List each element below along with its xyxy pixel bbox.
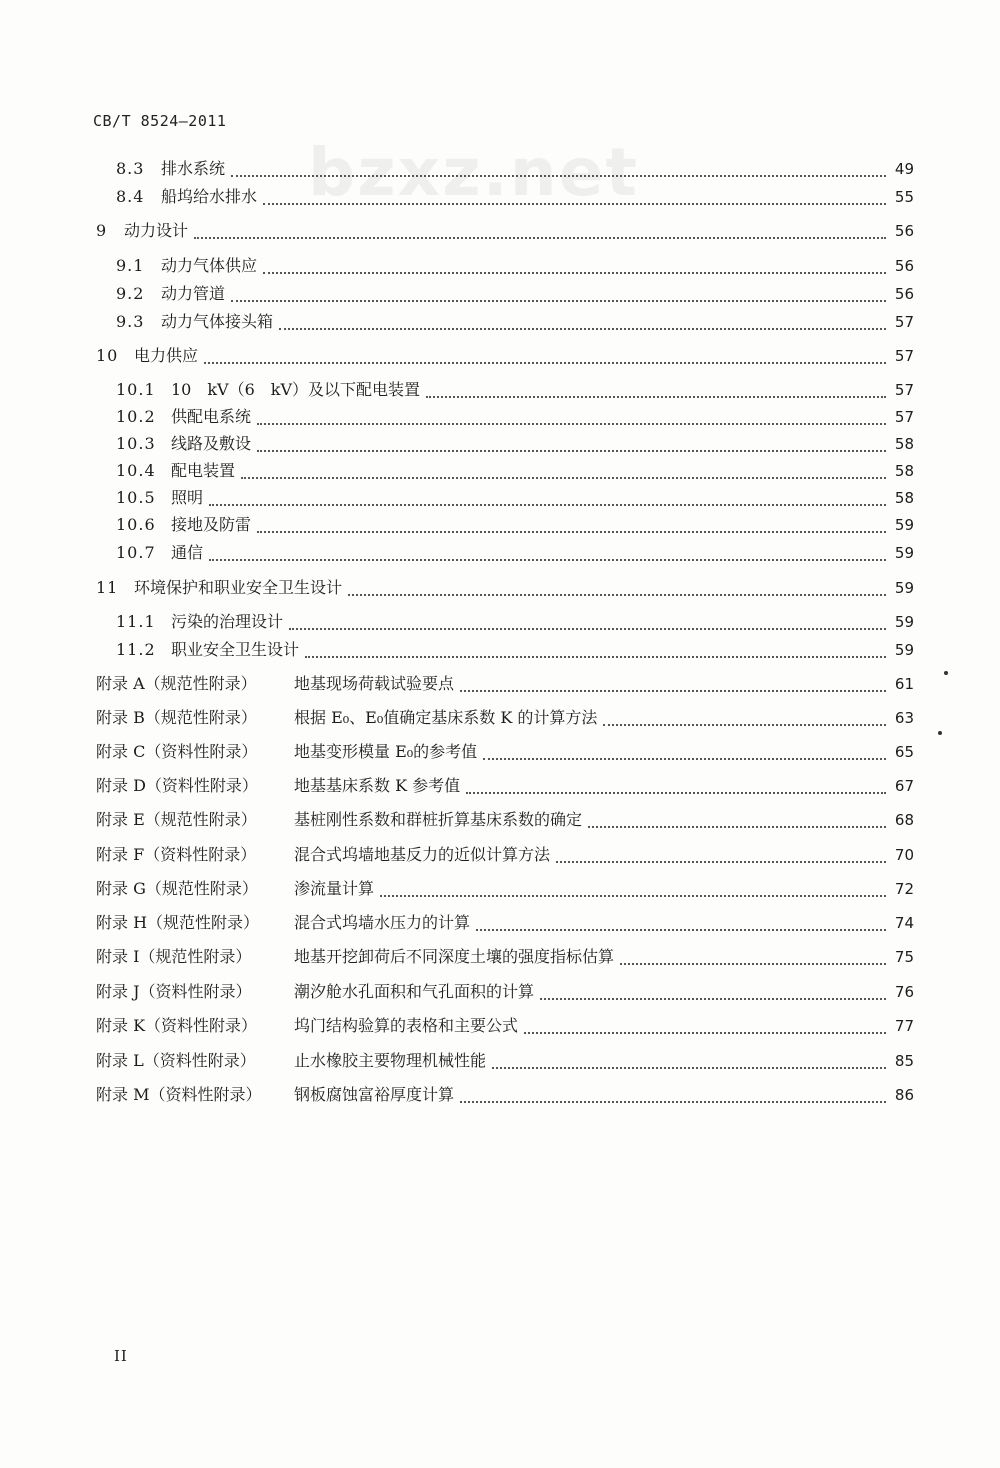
toc-entry-page: 86 — [894, 1086, 914, 1104]
toc-entry-number: 8.3 — [116, 159, 145, 178]
toc-entry-title: 动力管道 — [161, 284, 226, 303]
toc-entry-title: 地基开挖卸荷后不同深度土壤的强度指标估算 — [294, 947, 615, 966]
dot-leader — [588, 824, 886, 828]
toc-entry-number: 9.2 — [116, 284, 145, 303]
appendix-label: 附录 K（资料性附录） — [96, 1016, 258, 1035]
appendix-label: 附录 H（规范性附录） — [96, 913, 260, 932]
appendix-label: 附录 G（规范性附录） — [96, 879, 258, 898]
dot-leader — [194, 235, 886, 239]
toc-entry-number: 10.7 — [116, 543, 156, 562]
toc-entry-9-3[interactable] — [116, 310, 914, 334]
appendix-label: 附录 B（规范性附录） — [96, 708, 257, 727]
toc-entry-10-3[interactable] — [116, 432, 914, 456]
dot-leader — [460, 688, 886, 692]
toc-entry-page: 58 — [894, 435, 914, 453]
toc-entry-page: 58 — [894, 489, 914, 507]
page-number: II — [114, 1347, 128, 1365]
toc-entry-number: 10.4 — [116, 461, 156, 480]
standard-code: CB/T 8524—2011 — [93, 112, 227, 130]
appendix-label: 附录 L（资料性附录） — [96, 1051, 256, 1070]
toc-entry-10-1[interactable] — [116, 378, 914, 402]
toc-appendix-a[interactable] — [96, 672, 914, 696]
toc-entry-title: 线路及敷设 — [171, 434, 252, 453]
dot-leader — [556, 859, 886, 863]
appendix-label: 附录 I（规范性附录） — [96, 947, 252, 966]
toc-entry-page: 67 — [894, 777, 914, 795]
toc-entry-page: 55 — [894, 188, 914, 206]
toc-entry-page: 63 — [894, 709, 914, 727]
dot-leader — [204, 360, 886, 364]
toc-entry-page: 65 — [894, 743, 914, 761]
toc-entry-title: 排水系统 — [161, 159, 226, 178]
toc-entry-9-1[interactable] — [116, 254, 914, 278]
toc-entry-page: 56 — [894, 222, 914, 240]
appendix-label: 附录 D（资料性附录） — [96, 776, 258, 795]
toc-appendix-k[interactable] — [96, 1014, 914, 1038]
toc-entry-title: 电力供应 — [134, 346, 199, 365]
toc-entry-page: 85 — [894, 1052, 914, 1070]
appendix-label: 附录 M（资料性附录） — [96, 1085, 262, 1104]
toc-entry-page: 59 — [894, 544, 914, 562]
toc-appendix-c[interactable] — [96, 740, 914, 764]
toc-entry-number: 10.2 — [116, 407, 156, 426]
toc-entry-title: 坞门结构验算的表格和主要公式 — [294, 1016, 519, 1035]
toc-entry-9-2[interactable] — [116, 282, 914, 306]
toc-entry-page: 59 — [894, 613, 914, 631]
toc-entry-title: 接地及防雷 — [171, 515, 252, 534]
toc-entry-title: 供配电系统 — [171, 407, 252, 426]
toc-entry-page: 74 — [894, 914, 914, 932]
toc-entry-title: 渗流量计算 — [294, 879, 375, 898]
toc-entry-page: 59 — [894, 516, 914, 534]
toc-appendix-b[interactable] — [96, 706, 914, 730]
scan-speck — [944, 671, 948, 675]
toc-entry-page: 57 — [894, 313, 914, 331]
toc-entry-number: 9 — [96, 221, 108, 240]
toc-entry-title: 船坞给水排水 — [161, 187, 258, 206]
toc-entry-title: 动力气体接头箱 — [161, 312, 274, 331]
appendix-label: 附录 J（资料性附录） — [96, 982, 252, 1001]
toc-entry-title: 止水橡胶主要物理机械性能 — [294, 1051, 487, 1070]
toc-entry-page: 59 — [894, 579, 914, 597]
toc-entry-number: 9.3 — [116, 312, 145, 331]
dot-leader — [540, 996, 886, 1000]
toc-entry-title: 根据 E₀、E₀值确定基床系数 K 的计算方法 — [294, 708, 598, 727]
toc-entry-number: 10.3 — [116, 434, 156, 453]
scan-speck — [938, 731, 942, 735]
dot-leader — [263, 270, 886, 274]
dot-leader — [257, 421, 886, 425]
appendix-label: 附录 F（资料性附录） — [96, 845, 257, 864]
dot-leader — [231, 298, 886, 302]
toc-entry-title: 地基变形模量 E₀的参考值 — [294, 742, 478, 761]
dot-leader — [466, 790, 886, 794]
toc-entry-title: 通信 — [171, 543, 204, 562]
toc-entry-title: 动力气体供应 — [161, 256, 258, 275]
toc-entry-11-1[interactable] — [116, 610, 914, 634]
toc-entry-title: 污染的治理设计 — [171, 612, 284, 631]
toc-appendix-j[interactable] — [96, 980, 914, 1004]
toc-entry-title: 动力设计 — [124, 221, 189, 240]
dot-leader — [279, 326, 886, 330]
toc-entry-10-2[interactable] — [116, 405, 914, 429]
toc-entry-number: 11.1 — [116, 612, 156, 631]
toc-entry-page: 49 — [894, 160, 914, 178]
toc-entry-title: 地基现场荷载试验要点 — [294, 674, 455, 693]
dot-leader — [620, 961, 886, 965]
dot-leader — [231, 173, 886, 177]
toc-entry-8-3[interactable] — [116, 157, 914, 181]
toc-appendix-g[interactable] — [96, 877, 914, 901]
toc-entry-number: 11.2 — [116, 640, 156, 659]
toc-entry-page: 58 — [894, 462, 914, 480]
toc-entry-title: 10 kV（6 kV）及以下配电装置 — [171, 380, 421, 399]
toc-entry-number: 8.4 — [116, 187, 145, 206]
toc-entry-number: 11 — [96, 578, 119, 597]
toc-entry-page: 59 — [894, 641, 914, 659]
toc-entry-number: 10.5 — [116, 488, 156, 507]
dot-leader — [460, 1099, 886, 1103]
toc-entry-page: 77 — [894, 1017, 914, 1035]
toc-appendix-f[interactable] — [96, 843, 914, 867]
dot-leader — [603, 722, 886, 726]
toc-entry-page: 56 — [894, 285, 914, 303]
dot-leader — [257, 529, 886, 533]
toc-entry-number: 9.1 — [116, 256, 145, 275]
appendix-label: 附录 C（资料性附录） — [96, 742, 258, 761]
dot-leader — [380, 893, 886, 897]
toc-entry-11[interactable] — [96, 576, 914, 600]
toc-appendix-h[interactable] — [96, 911, 914, 935]
toc-appendix-e[interactable] — [96, 808, 914, 832]
toc-entry-number: 10.6 — [116, 515, 156, 534]
toc-entry-10-6[interactable] — [116, 513, 914, 537]
toc-entry-title: 混合式坞墙地基反力的近似计算方法 — [294, 845, 551, 864]
toc-entry-10-7[interactable] — [116, 541, 914, 565]
toc-entry-number: 10 — [96, 346, 119, 365]
toc-appendix-d[interactable] — [96, 774, 914, 798]
toc-entry-9[interactable] — [96, 219, 914, 243]
toc-entry-title: 钢板腐蚀富裕厚度计算 — [294, 1085, 455, 1104]
toc-entry-title: 配电装置 — [171, 461, 236, 480]
toc-appendix-m[interactable] — [96, 1083, 914, 1107]
toc-entry-title: 混合式坞墙水压力的计算 — [294, 913, 471, 932]
dot-leader — [241, 475, 886, 479]
toc-entry-11-2[interactable] — [116, 638, 914, 662]
dot-leader — [483, 756, 886, 760]
toc-entry-page: 68 — [894, 811, 914, 829]
toc-appendix-i[interactable] — [96, 945, 914, 969]
dot-leader — [209, 502, 886, 506]
appendix-label: 附录 E（规范性附录） — [96, 810, 257, 829]
dot-leader — [305, 654, 886, 658]
toc-entry-title: 基桩刚性系数和群桩折算基床系数的确定 — [294, 810, 583, 829]
toc-entry-title: 地基基床系数 K 参考值 — [294, 776, 461, 795]
toc-entry-8-4[interactable] — [116, 185, 914, 209]
dot-leader — [257, 448, 886, 452]
dot-leader — [289, 626, 886, 630]
appendix-label: 附录 A（规范性附录） — [96, 674, 257, 693]
toc-entry-page: 57 — [894, 381, 914, 399]
watermark: bzxz.net — [308, 134, 640, 211]
toc-entry-title: 照明 — [171, 488, 204, 507]
toc-entry-10[interactable] — [96, 344, 914, 368]
toc-entry-page: 56 — [894, 257, 914, 275]
toc-entry-title: 环境保护和职业安全卫生设计 — [134, 578, 343, 597]
toc-appendix-l[interactable] — [96, 1049, 914, 1073]
dot-leader — [524, 1030, 886, 1034]
toc-entry-page: 76 — [894, 983, 914, 1001]
dot-leader — [348, 592, 886, 596]
dot-leader — [476, 927, 886, 931]
dot-leader — [426, 394, 886, 398]
dot-leader — [492, 1065, 886, 1069]
toc-entry-page: 70 — [894, 846, 914, 864]
dot-leader — [209, 557, 886, 561]
toc-entry-page: 61 — [894, 675, 914, 693]
toc-entry-10-4[interactable] — [116, 459, 914, 483]
toc-entry-title: 潮汐舱水孔面积和气孔面积的计算 — [294, 982, 535, 1001]
toc-entry-page: 72 — [894, 880, 914, 898]
toc-entry-title: 职业安全卫生设计 — [171, 640, 300, 659]
toc-entry-page: 57 — [894, 408, 914, 426]
toc-entry-page: 57 — [894, 347, 914, 365]
toc-entry-number: 10.1 — [116, 380, 156, 399]
toc-entry-page: 75 — [894, 948, 914, 966]
toc-entry-10-5[interactable] — [116, 486, 914, 510]
dot-leader — [263, 201, 886, 205]
